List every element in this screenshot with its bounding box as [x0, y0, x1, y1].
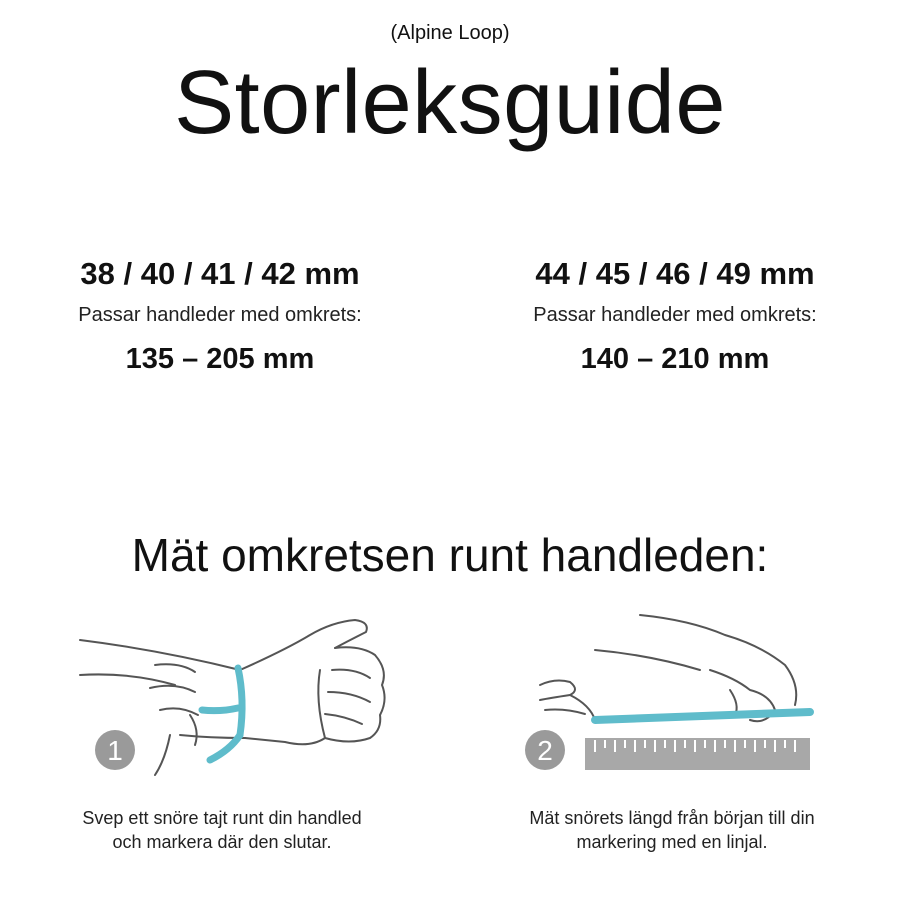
step1-caption	[12, 806, 432, 854]
ruler-measure-icon	[510, 610, 830, 785]
size-heading: 38 / 40 / 41 / 42 mm	[80, 256, 360, 291]
size-heading: 44 / 45 / 46 / 49 mm	[535, 256, 815, 291]
wrist-wrap-icon	[70, 610, 400, 785]
step-number: 2	[537, 735, 553, 766]
caption-line: Svep ett snöre tajt runt din handled	[82, 808, 362, 828]
ruler	[585, 738, 810, 770]
size-description: Passar handleder med omkrets:	[533, 304, 817, 326]
size-block-small	[30, 256, 410, 376]
step2-caption	[462, 806, 882, 854]
caption-line: och markera där den slutar.	[112, 832, 332, 852]
size-range: 140 – 210 mm	[580, 343, 770, 375]
size-range: 135 – 205 mm	[125, 343, 315, 375]
subtitle: (Alpine Loop)	[390, 22, 510, 44]
caption-line: Mät snörets längd från början till din	[529, 808, 815, 828]
step-number: 1	[107, 735, 123, 766]
caption-line: markering med en linjal.	[576, 832, 768, 852]
size-description: Passar handleder med omkrets:	[78, 304, 362, 326]
size-block-large	[485, 256, 865, 376]
page-title: Storleksguide	[174, 53, 726, 153]
measure-heading: Mät omkretsen runt handleden:	[131, 529, 769, 581]
